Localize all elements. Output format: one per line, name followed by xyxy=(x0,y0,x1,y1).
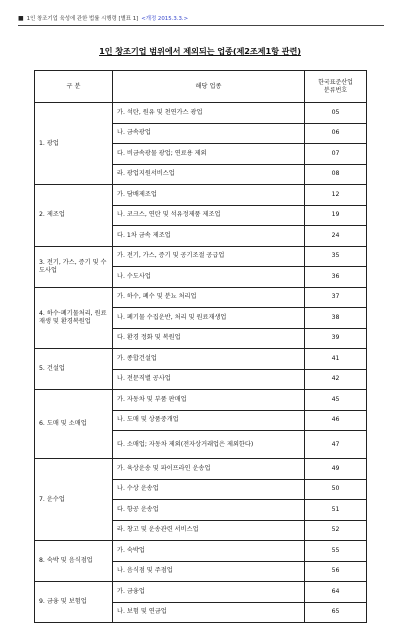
industry-code-cell: 55 xyxy=(305,541,367,562)
industry-code-cell: 05 xyxy=(305,103,367,124)
industry-code-cell: 65 xyxy=(305,602,367,623)
industry-cell: 나. 폐기물 수집운반, 처리 및 원료재생업 xyxy=(113,308,305,329)
industry-cell: 다. 항공 운송업 xyxy=(113,500,305,521)
table-row xyxy=(35,246,367,267)
industry-cell: 나. 수도사업 xyxy=(113,267,305,288)
header-amendment-link[interactable]: <개정 2015.3.3.> xyxy=(141,16,189,22)
industry-code-cell: 08 xyxy=(305,164,367,185)
industry-code-cell: 06 xyxy=(305,123,367,144)
industry-cell: 가. 전기, 가스, 증기 및 공기조절 공급업 xyxy=(113,246,305,267)
industry-code-cell: 39 xyxy=(305,328,367,349)
table-row xyxy=(35,185,367,206)
industry-cell: 가. 담배제조업 xyxy=(113,185,305,206)
industry-code-cell: 52 xyxy=(305,520,367,541)
title-reference: (제2조제1항 관련) xyxy=(232,46,301,56)
industry-cell: 나. 음식점 및 주점업 xyxy=(113,561,305,582)
category-cell: 7. 운수업 xyxy=(35,459,113,541)
category-cell: 8. 숙박 및 음식점업 xyxy=(35,541,113,582)
category-cell: 1. 광업 xyxy=(35,103,113,185)
industry-code-cell: 50 xyxy=(305,479,367,500)
category-cell: 9. 금융 및 보험업 xyxy=(35,582,113,623)
industry-cell: 가. 종합건설업 xyxy=(113,349,305,370)
document-header xyxy=(18,12,388,24)
header-divider xyxy=(18,25,384,26)
industry-cell: 나. 코크스, 연탄 및 석유정제품 제조업 xyxy=(113,205,305,226)
industry-code-cell: 24 xyxy=(305,226,367,247)
table-row xyxy=(35,287,367,308)
category-cell: 2. 제조업 xyxy=(35,185,113,247)
industry-cell: 라. 창고 및 운송관련 서비스업 xyxy=(113,520,305,541)
industry-cell: 다. 1차 금속 제조업 xyxy=(113,226,305,247)
industry-cell: 다. 소매업; 자동차 제외(전자상거래업은 제외한다) xyxy=(113,431,305,459)
industry-cell: 나. 보험 및 연금업 xyxy=(113,602,305,623)
excluded-industries-table xyxy=(34,70,367,623)
industry-cell: 나. 수상 운송업 xyxy=(113,479,305,500)
column-header-category: 구 분 xyxy=(35,71,113,103)
industry-cell: 가. 석탄, 원유 및 천연가스 광업 xyxy=(113,103,305,124)
table-row xyxy=(35,459,367,480)
column-header-code-line: 분류번호 xyxy=(323,86,348,94)
table-row xyxy=(35,390,367,411)
category-cell: 3. 전기, 가스, 증기 및 수도사업 xyxy=(35,246,113,287)
table-header-row xyxy=(35,71,367,103)
column-header-code-line: 한국표준산업 xyxy=(318,79,353,87)
table-row xyxy=(35,103,367,124)
header-law-title: 1인 창조기업 육성에 관한 법률 시행령 [별표 1] xyxy=(26,16,139,22)
industry-cell: 가. 하수, 폐수 및 분뇨 처리업 xyxy=(113,287,305,308)
table-row xyxy=(35,541,367,562)
column-header-code xyxy=(305,71,367,103)
industry-code-cell: 07 xyxy=(305,144,367,165)
industry-cell: 나. 금속광업 xyxy=(113,123,305,144)
industry-code-cell: 56 xyxy=(305,561,367,582)
category-cell: 4. 하수·폐기물처리, 원료재생 및 환경복원업 xyxy=(35,287,113,349)
title-main: 1인 창조기업 범위에서 제외되는 업종 xyxy=(99,46,233,56)
page-title xyxy=(0,46,400,57)
column-header-industry: 해당 업종 xyxy=(113,71,305,103)
industry-code-cell: 19 xyxy=(305,205,367,226)
industry-cell: 가. 자동차 및 부품 판매업 xyxy=(113,390,305,411)
industry-cell: 나. 도매 및 상품중개업 xyxy=(113,410,305,431)
table-row xyxy=(35,582,367,603)
industry-code-cell: 46 xyxy=(305,410,367,431)
industry-cell: 가. 숙박업 xyxy=(113,541,305,562)
industry-code-cell: 35 xyxy=(305,246,367,267)
industry-cell: 나. 전문직별 공사업 xyxy=(113,369,305,390)
industry-cell: 가. 육상운송 및 파이프라인 운송업 xyxy=(113,459,305,480)
industry-code-cell: 49 xyxy=(305,459,367,480)
industry-code-cell: 45 xyxy=(305,390,367,411)
industry-cell: 다. 비금속광물 광업; 연료용 제외 xyxy=(113,144,305,165)
industry-code-cell: 64 xyxy=(305,582,367,603)
category-cell: 5. 건설업 xyxy=(35,349,113,390)
industry-cell: 다. 환경 정화 및 복원업 xyxy=(113,328,305,349)
category-cell: 6. 도매 및 소매업 xyxy=(35,390,113,459)
industry-code-cell: 47 xyxy=(305,431,367,459)
industry-code-cell: 37 xyxy=(305,287,367,308)
industry-code-cell: 42 xyxy=(305,369,367,390)
table-row xyxy=(35,349,367,370)
industry-code-cell: 51 xyxy=(305,500,367,521)
industry-code-cell: 38 xyxy=(305,308,367,329)
industry-code-cell: 41 xyxy=(305,349,367,370)
industry-code-cell: 36 xyxy=(305,267,367,288)
industry-code-cell: 12 xyxy=(305,185,367,206)
bullet-square-icon: ■ xyxy=(18,14,24,22)
industry-cell: 라. 광업지원서비스업 xyxy=(113,164,305,185)
industry-cell: 가. 금융업 xyxy=(113,582,305,603)
